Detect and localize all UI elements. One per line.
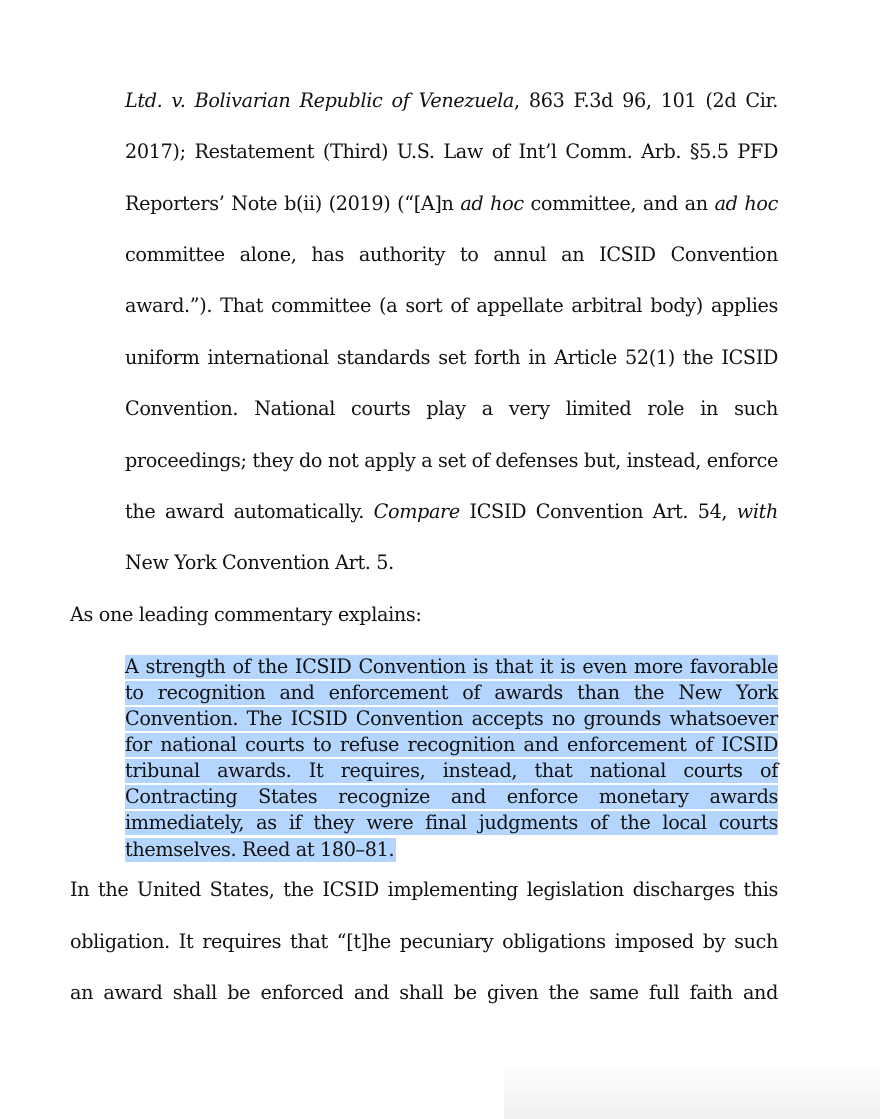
selected-text[interactable]: A strength of the ICSID Convention is that it is even more favorable <box>125 655 778 678</box>
body-text: New York Convention Art. 5. <box>125 551 394 574</box>
page-bottom-shadow <box>504 1069 880 1119</box>
case-name-italic: Ltd. v. Bolivarian Republic of Venezuela <box>125 89 515 112</box>
selected-text[interactable]: themselves. Reed at 180–81. <box>125 838 395 861</box>
paragraph-line <box>125 140 778 164</box>
paragraph-line <box>125 89 778 113</box>
body-text: uniform international standards set forth in Article 52(1) the ICSID <box>125 346 778 369</box>
italic-term: ad hoc <box>714 192 778 215</box>
paragraph-line <box>125 243 778 267</box>
lead-in-sentence: As one leading commentary explains: <box>70 603 422 626</box>
selected-text[interactable]: for national courts to refuse recognition and enforcement of ICSID <box>125 733 778 756</box>
quote-line[interactable] <box>125 707 778 733</box>
citation-text: Reporters’ Note b(ii) (2019) (“[A]n <box>125 192 461 215</box>
quote-line[interactable] <box>125 681 778 707</box>
citation-text: committee, and an <box>523 192 715 215</box>
italic-term: ad hoc <box>460 192 524 215</box>
quote-line[interactable] <box>125 785 778 811</box>
signal-italic: with <box>736 500 779 523</box>
paragraph-line: In the United States, the ICSID implementing legislation discharges this <box>70 878 778 901</box>
paragraph-line: obligation. It requires that “[t]he pecuniary obligations imposed by such <box>70 930 778 953</box>
paragraph-line <box>125 346 778 370</box>
signal-italic: Compare <box>373 500 460 523</box>
selected-text[interactable]: Contracting States recognize and enforce monetary awards <box>125 785 778 808</box>
block-quote[interactable] <box>125 655 778 863</box>
paragraph-line <box>125 397 778 421</box>
quote-line[interactable] <box>125 759 778 785</box>
body-text: committee alone, has authority to annul an ICSID Convention <box>125 243 778 266</box>
citation-text: 2017); Restatement (Third) U.S. Law of Int’l Comm. Arb. §5.5 PFD <box>125 140 778 163</box>
quote-line[interactable] <box>125 811 778 837</box>
quote-line[interactable] <box>125 655 778 681</box>
citation-text: , 863 F.3d 96, 101 (2d Cir. <box>514 89 778 112</box>
paragraph-line <box>125 551 778 575</box>
body-text: proceedings; they do not apply a set of defenses but, instead, enforce <box>125 449 778 472</box>
paragraph-line <box>125 449 778 473</box>
selected-text[interactable]: to recognition and enforcement of awards than the New York <box>125 681 778 704</box>
quote-line[interactable] <box>125 837 778 863</box>
paragraph-line: an award shall be enforced and shall be given the same full faith and <box>70 981 778 1004</box>
paragraph-line <box>125 294 778 318</box>
body-text: ICSID Convention Art. 54, <box>459 500 737 523</box>
selected-text[interactable]: Convention. The ICSID Convention accepts no grounds whatsoever <box>125 707 778 730</box>
selected-text[interactable]: tribunal awards. It requires, instead, that national courts of <box>125 759 778 782</box>
quote-line[interactable] <box>125 733 778 759</box>
selected-text[interactable]: immediately, as if they were final judgments of the local courts <box>125 811 778 834</box>
paragraph-line <box>125 192 778 216</box>
body-text: award.”). That committee (a sort of appellate arbitral body) applies <box>125 294 778 317</box>
body-text: Convention. National courts play a very limited role in such <box>125 397 778 420</box>
body-text: the award automatically. <box>125 500 374 523</box>
paragraph-line <box>125 500 778 524</box>
